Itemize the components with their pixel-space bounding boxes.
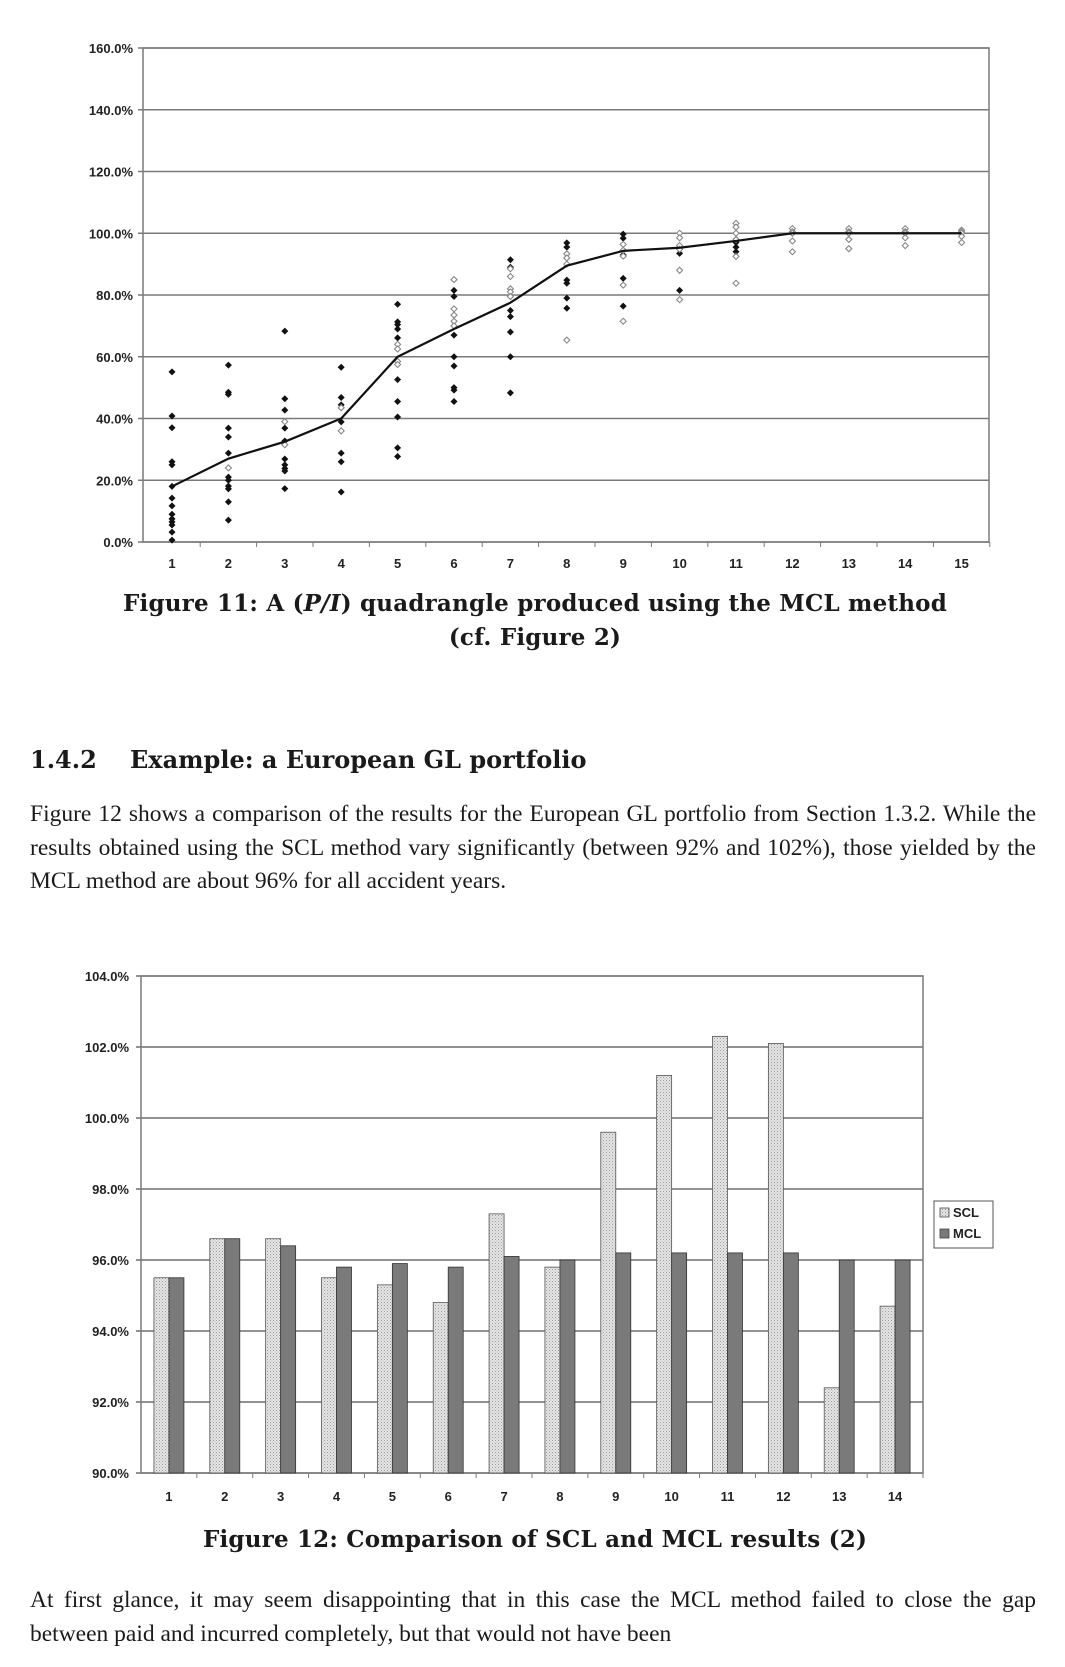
- mcl-bar: [448, 1267, 463, 1473]
- paid-data-point: [394, 325, 401, 332]
- paid-data-point: [451, 332, 458, 339]
- scl-bar: [545, 1267, 560, 1473]
- paid-data-point: [394, 413, 401, 420]
- scl-bar: [880, 1306, 895, 1473]
- scl-bar: [377, 1285, 392, 1473]
- paid-data-point: [676, 287, 683, 294]
- x-tick-label: 6: [444, 1489, 452, 1504]
- paid-data-point: [620, 275, 627, 282]
- y-tick-label: 100.0%: [84, 1111, 129, 1126]
- paid-data-point: [563, 305, 570, 312]
- x-tick-label: 13: [841, 556, 857, 571]
- incurred-data-point: [338, 428, 344, 434]
- paid-data-point: [225, 517, 232, 524]
- incurred-data-point: [959, 240, 965, 246]
- incurred-data-point: [564, 337, 570, 343]
- mcl-bar: [783, 1253, 798, 1473]
- incurred-data-point: [677, 267, 683, 273]
- x-tick-label: 5: [388, 1489, 396, 1504]
- paid-data-point: [451, 398, 458, 405]
- scl-bar: [210, 1239, 225, 1473]
- x-tick-label: 12: [785, 556, 800, 571]
- x-tick-label: 2: [224, 556, 233, 571]
- x-tick-label: 4: [337, 556, 345, 571]
- figure-11-chart: [0, 0, 1065, 590]
- scl-bar: [824, 1388, 839, 1473]
- paid-data-point: [394, 453, 401, 460]
- x-tick-label: 7: [506, 556, 515, 571]
- legend-label-mcl: MCL: [953, 1226, 982, 1241]
- incurred-data-point: [733, 253, 739, 259]
- paid-data-point: [507, 329, 514, 336]
- paid-data-point: [225, 450, 232, 457]
- y-tick-label: 104.0%: [84, 969, 129, 984]
- x-tick-label: 4: [332, 1489, 341, 1504]
- y-tick-label: 140.0%: [88, 102, 133, 118]
- figure-11-caption-math: P/I: [303, 590, 341, 617]
- paid-data-point: [507, 307, 514, 314]
- x-tick-label: 9: [612, 1489, 620, 1504]
- paid-data-point: [451, 363, 458, 370]
- section-number: 1.4.2: [30, 745, 97, 774]
- mcl-bar: [169, 1278, 184, 1473]
- x-tick-label: 6: [450, 556, 458, 571]
- x-tick-label: 2: [221, 1489, 229, 1504]
- y-tick-label: 98.0%: [92, 1182, 129, 1197]
- paid-data-point: [338, 488, 345, 495]
- y-tick-label: 20.0%: [96, 473, 133, 489]
- paragraph-figure-12-intro: Figure 12 shows a comparison of the results for the European GL portfolio from Section 1.3.2. While the results obtained using the SCL method vary significantly (between 92% and 102%), those yielded by the MCL method are about 96% for all accident years.: [30, 801, 1036, 894]
- paid-data-point: [169, 368, 176, 375]
- x-tick-label: 1: [165, 1489, 173, 1504]
- paragraph-discussion: At first glance, it may seem disappointing that in this case the MCL method failed to close the gap between paid and incurred completely, but that would not have been: [30, 1587, 1036, 1647]
- paid-data-point: [169, 495, 176, 502]
- y-tick-label: 102.0%: [84, 1040, 129, 1055]
- figure-11-caption-line2: (cf. Figure 2): [448, 624, 622, 651]
- scl-bar: [713, 1036, 728, 1473]
- x-tick-label: 1: [168, 556, 176, 571]
- incurred-data-point: [677, 235, 683, 241]
- paid-data-point: [394, 398, 401, 405]
- paid-data-point: [281, 485, 288, 492]
- incurred-data-point: [507, 273, 513, 279]
- paid-data-point: [281, 407, 288, 414]
- y-tick-label: 94.0%: [92, 1324, 129, 1339]
- legend-label-scl: SCL: [953, 1205, 979, 1220]
- paid-data-point: [507, 313, 514, 320]
- incurred-data-point: [451, 277, 457, 283]
- figure-12-caption: Figure 12: Comparison of SCL and MCL results (2): [202, 1526, 868, 1553]
- paid-data-point: [225, 498, 232, 505]
- paid-data-point: [338, 458, 345, 465]
- paid-data-point: [225, 425, 232, 432]
- scl-bar: [266, 1239, 281, 1473]
- mcl-bar: [281, 1246, 296, 1473]
- paid-data-point: [507, 353, 514, 360]
- mcl-bar: [839, 1260, 854, 1473]
- incurred-data-point: [677, 297, 683, 303]
- y-tick-label: 96.0%: [92, 1253, 129, 1268]
- legend: [934, 1201, 993, 1248]
- plot-area: [141, 976, 923, 1473]
- incurred-data-point: [846, 236, 852, 242]
- incurred-data-point: [451, 312, 457, 318]
- y-tick-label: 100.0%: [88, 226, 133, 242]
- mcl-bar: [504, 1256, 519, 1473]
- mcl-bar: [616, 1253, 631, 1473]
- incurred-data-point: [733, 280, 739, 286]
- incurred-data-point: [282, 419, 288, 425]
- section-heading: [30, 745, 586, 774]
- y-tick-label: 40.0%: [96, 411, 133, 427]
- incurred-data-point: [902, 243, 908, 249]
- paid-data-point: [451, 293, 458, 300]
- paid-data-point: [451, 287, 458, 294]
- paid-data-point: [169, 424, 176, 431]
- scl-bar: [154, 1278, 169, 1473]
- mcl-bar: [225, 1239, 240, 1473]
- paid-data-point: [394, 301, 401, 308]
- incurred-data-point: [225, 465, 231, 471]
- incurred-data-point: [789, 249, 795, 255]
- x-tick-label: 9: [619, 556, 627, 571]
- paid-data-point: [281, 328, 288, 335]
- paid-data-point: [225, 434, 232, 441]
- paid-data-point: [169, 529, 176, 536]
- incurred-data-point: [451, 306, 457, 312]
- legend-swatch-scl: [940, 1208, 949, 1217]
- mcl-bar: [337, 1267, 352, 1473]
- scl-bar: [601, 1132, 616, 1473]
- x-tick-label: 14: [887, 1489, 903, 1504]
- mcl-bar: [728, 1253, 743, 1473]
- paid-data-point: [225, 362, 232, 369]
- scl-bar: [433, 1303, 448, 1473]
- scl-bar: [322, 1278, 337, 1473]
- mcl-bar: [392, 1264, 407, 1473]
- x-tick-label: 11: [729, 556, 743, 571]
- y-tick-label: 0.0%: [103, 535, 133, 550]
- x-tick-label: 5: [393, 556, 402, 571]
- figure-11-caption-suffix: ) quadrangle produced using the MCL method: [340, 590, 947, 617]
- incurred-data-point: [902, 235, 908, 241]
- mcl-bar: [672, 1253, 687, 1473]
- mcl-line: [172, 233, 962, 486]
- paid-data-point: [563, 244, 570, 251]
- legend-swatch-mcl: [940, 1229, 949, 1238]
- y-tick-label: 160.0%: [88, 41, 133, 56]
- paid-data-point: [394, 376, 401, 383]
- paid-data-point: [281, 425, 288, 432]
- x-tick-label: 7: [500, 1489, 508, 1504]
- y-tick-label: 90.0%: [92, 1466, 129, 1481]
- incurred-data-point: [846, 246, 852, 252]
- y-tick-label: 60.0%: [96, 349, 133, 365]
- scl-bar: [768, 1043, 783, 1473]
- y-tick-label: 92.0%: [92, 1395, 129, 1410]
- x-tick-label: 3: [277, 1489, 285, 1504]
- paid-data-point: [620, 303, 627, 310]
- incurred-data-point: [564, 255, 570, 261]
- paid-data-point: [338, 364, 345, 371]
- paid-data-point: [394, 334, 401, 341]
- x-tick-label: 10: [664, 1489, 679, 1504]
- paid-data-point: [507, 256, 514, 263]
- x-tick-label: 13: [831, 1489, 847, 1504]
- incurred-data-point: [789, 238, 795, 244]
- x-tick-label: 8: [563, 556, 571, 571]
- figure-11-caption: [0, 590, 1065, 617]
- x-tick-label: 3: [281, 556, 289, 571]
- paid-data-point: [338, 394, 345, 401]
- paid-data-point: [338, 450, 345, 457]
- incurred-data-point: [733, 230, 739, 236]
- paid-data-point: [169, 502, 176, 509]
- incurred-data-point: [620, 318, 626, 324]
- incurred-data-point: [395, 346, 401, 352]
- x-tick-label: 8: [556, 1489, 564, 1504]
- x-tick-label: 10: [672, 556, 687, 571]
- figure-11-caption-prefix: Figure 11: A (: [123, 590, 304, 617]
- scl-bar: [489, 1214, 504, 1473]
- paid-data-point: [394, 444, 401, 451]
- section-title: Example: a European GL portfolio: [130, 745, 587, 774]
- x-tick-label: 15: [954, 556, 969, 571]
- mcl-bar: [560, 1260, 575, 1473]
- y-tick-label: 80.0%: [96, 288, 133, 303]
- mcl-bar: [895, 1260, 910, 1473]
- x-tick-label: 11: [720, 1489, 735, 1504]
- figure-12-chart: [0, 950, 1065, 1520]
- scl-bar: [657, 1075, 672, 1473]
- x-tick-label: 12: [776, 1489, 791, 1504]
- y-tick-label: 120.0%: [88, 164, 133, 180]
- x-tick-label: 14: [897, 556, 913, 571]
- paid-data-point: [451, 353, 458, 360]
- incurred-data-point: [620, 282, 626, 288]
- paid-data-point: [507, 389, 514, 396]
- paid-data-point: [281, 395, 288, 402]
